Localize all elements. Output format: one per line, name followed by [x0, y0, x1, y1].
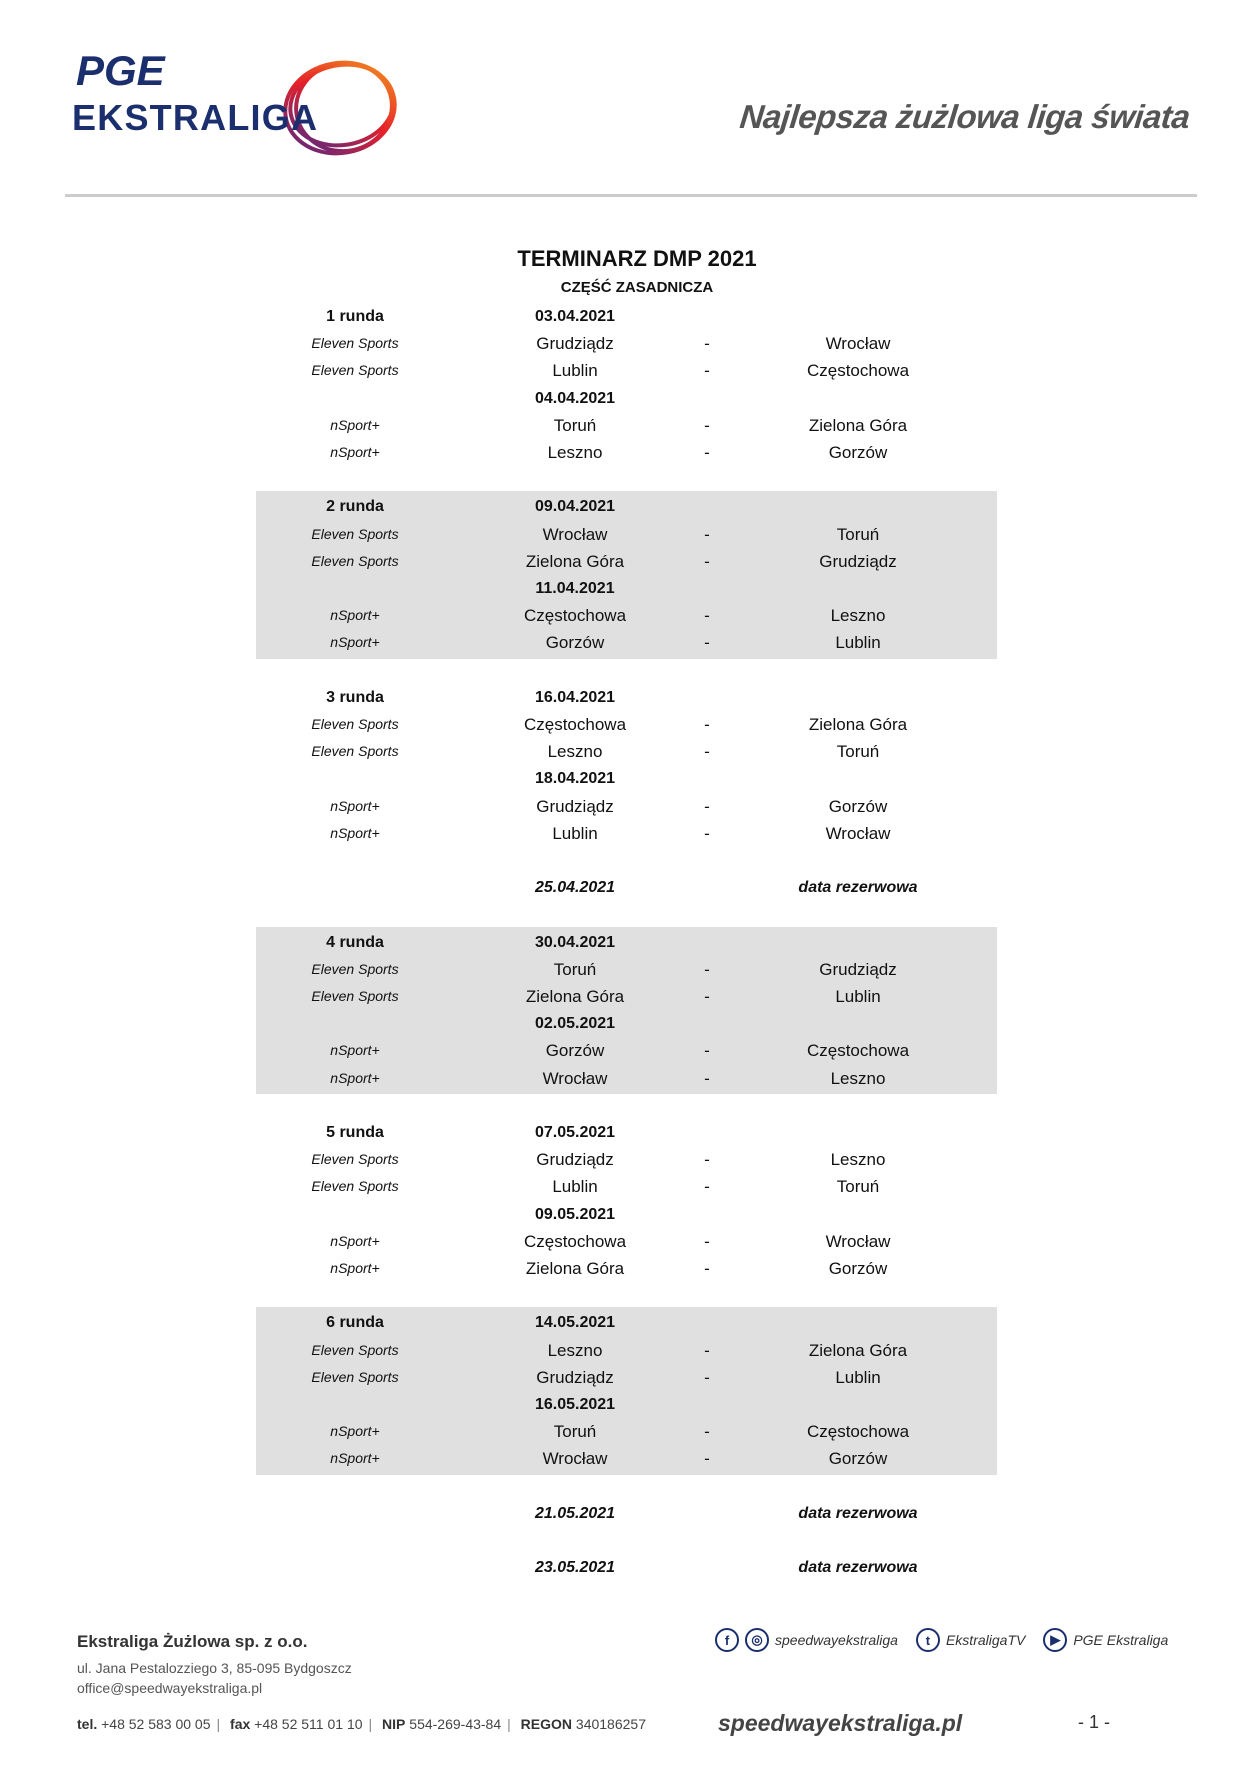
broadcaster: nSport+: [330, 1042, 380, 1059]
regon-value: 340186257: [575, 1716, 646, 1732]
broadcaster: nSport+: [330, 1232, 380, 1249]
broadcaster: nSport+: [330, 634, 380, 651]
home-team: Częstochowa: [523, 606, 627, 626]
reserve-date: 25.04.2021: [534, 879, 616, 897]
home-team: Częstochowa: [523, 1231, 627, 1251]
versus-dash: -: [704, 1422, 710, 1442]
away-team: Leszno: [830, 1068, 886, 1088]
home-team: Toruń: [553, 1422, 597, 1442]
facebook-icon[interactable]: f: [715, 1628, 739, 1652]
match-date: 07.05.2021: [534, 1124, 616, 1141]
twitter-icon[interactable]: t: [916, 1628, 940, 1652]
date-row: [0, 1201, 1260, 1228]
date-row: [0, 1119, 1260, 1146]
social-handle-twitter[interactable]: EkstraligaTV: [945, 1632, 1026, 1648]
broadcaster: nSport+: [330, 416, 380, 433]
youtube-icon[interactable]: ▶: [1043, 1628, 1067, 1652]
away-team: Grudziądz: [819, 551, 897, 571]
social-handle-speedway[interactable]: speedwayekstraliga: [775, 1632, 898, 1648]
document-subtitle: [0, 279, 1260, 296]
match-row: [0, 602, 1260, 629]
match-row: [0, 1418, 1260, 1445]
date-row: [0, 684, 1260, 711]
away-team: Wrocław: [825, 1231, 891, 1251]
subtitle-text: CZĘŚĆ ZASADNICZA: [560, 279, 714, 296]
date-row: [0, 1391, 1260, 1418]
match-row: [0, 1337, 1260, 1364]
home-team: Grudziądz: [536, 796, 614, 816]
round-label: 5 runda: [326, 1124, 384, 1141]
versus-dash: -: [704, 443, 710, 462]
home-team: Lublin: [552, 823, 598, 843]
broadcaster: nSport+: [330, 1450, 380, 1467]
social-links: [715, 1628, 1180, 1652]
match-row: [0, 983, 1260, 1010]
broadcaster: Eleven Sports: [311, 1368, 399, 1385]
broadcaster: nSport+: [330, 1069, 380, 1086]
broadcaster: Eleven Sports: [311, 1341, 399, 1358]
away-team: Zielona Góra: [808, 715, 908, 734]
match-date: 03.04.2021: [534, 308, 616, 325]
home-team: Lublin: [552, 1177, 598, 1197]
date-row: [0, 1309, 1260, 1336]
home-team: Grudziądz: [536, 334, 614, 354]
tel-label: tel.: [77, 1716, 98, 1732]
away-team: Toruń: [836, 742, 880, 762]
match-row: [0, 1146, 1260, 1173]
page-number: - 1 -: [1078, 1712, 1111, 1732]
versus-dash: -: [704, 1231, 710, 1251]
versus-dash: -: [704, 524, 710, 544]
away-team: Gorzów: [828, 443, 888, 462]
home-team: Leszno: [547, 1340, 603, 1360]
home-team: Wrocław: [542, 524, 608, 544]
document-title: [0, 246, 1260, 272]
versus-dash: -: [704, 606, 710, 626]
match-row: [0, 1255, 1260, 1282]
home-team: Wrocław: [542, 1449, 608, 1469]
company-name: Ekstraliga Żużlowa sp. z o.o.: [77, 1632, 308, 1651]
versus-dash: -: [704, 1150, 710, 1170]
versus-dash: -: [704, 742, 710, 762]
svg-text:EKSTRALIGA: EKSTRALIGA: [72, 97, 317, 138]
away-team: Toruń: [836, 1177, 880, 1197]
away-team: Lublin: [835, 633, 881, 653]
away-team: Zielona Góra: [808, 1340, 908, 1360]
svg-text:PGE: PGE: [76, 50, 165, 94]
home-team: Wrocław: [542, 1068, 608, 1088]
company-email[interactable]: office@speedwayekstraliga.pl: [77, 1680, 263, 1696]
versus-dash: -: [704, 1367, 710, 1387]
home-team: Leszno: [547, 742, 603, 762]
round-label: 1 runda: [326, 308, 384, 325]
home-team: Zielona Góra: [525, 987, 625, 1006]
match-date: 02.05.2021: [534, 1015, 616, 1033]
match-row: [0, 548, 1260, 575]
reserve-date: 23.05.2021: [534, 1559, 616, 1577]
website-link[interactable]: speedwayekstraliga.pl: [718, 1710, 963, 1736]
versus-dash: -: [704, 633, 710, 653]
versus-dash: -: [704, 1259, 710, 1278]
match-row: [0, 1445, 1260, 1472]
home-team: Lublin: [552, 361, 598, 381]
date-row: [0, 385, 1260, 412]
versus-dash: -: [704, 823, 710, 843]
away-team: Wrocław: [825, 334, 891, 354]
away-team: Częstochowa: [806, 1422, 910, 1442]
reserve-date: 21.05.2021: [534, 1504, 616, 1522]
nip-value: 554-269-43-84: [409, 1716, 502, 1732]
versus-dash: -: [704, 1041, 710, 1061]
fax-label: fax: [230, 1716, 251, 1732]
away-team: Częstochowa: [806, 361, 910, 381]
versus-dash: -: [704, 551, 710, 571]
match-row: [0, 439, 1260, 466]
round-label: 3 runda: [326, 688, 384, 706]
match-date: 11.04.2021: [535, 580, 615, 597]
away-team: Wrocław: [825, 823, 891, 843]
date-row: [0, 929, 1260, 956]
date-row: [0, 493, 1260, 520]
contact-line: tel. +48 52 583 00 05 | fax +48 52 511 01 10 | NIP 554-269-43-84 | REGON 340186257: [77, 1716, 646, 1732]
match-row: [0, 330, 1260, 357]
broadcaster: Eleven Sports: [311, 988, 399, 1004]
home-team: Grudziądz: [536, 1150, 614, 1170]
broadcaster: nSport+: [330, 797, 380, 814]
broadcaster: nSport+: [330, 607, 380, 624]
match-date: 18.04.2021: [534, 770, 616, 788]
match-row: [0, 793, 1260, 820]
match-row: [0, 412, 1260, 439]
away-team: Toruń: [836, 524, 880, 544]
reserve-row: [0, 1500, 1260, 1527]
match-row: [0, 1037, 1260, 1064]
tagline: Najlepsza żużlowa liga świata: [738, 98, 1192, 135]
round-label: 4 runda: [326, 933, 384, 951]
broadcaster: Eleven Sports: [311, 362, 399, 379]
match-date: 09.05.2021: [534, 1205, 616, 1223]
broadcaster: nSport+: [330, 1423, 380, 1440]
title-text: TERMINARZ DMP 2021: [517, 246, 757, 271]
versus-dash: -: [704, 1068, 710, 1088]
date-row: [0, 575, 1260, 602]
nip-label: NIP: [382, 1716, 406, 1732]
broadcaster: Eleven Sports: [311, 960, 399, 977]
match-row: [0, 738, 1260, 765]
match-row: [0, 1364, 1260, 1391]
versus-dash: -: [704, 415, 710, 435]
reserve-row: [0, 874, 1260, 901]
versus-dash: -: [704, 987, 710, 1006]
date-row: [0, 1010, 1260, 1037]
versus-dash: -: [704, 361, 710, 381]
away-team: Gorzów: [828, 796, 888, 816]
match-date: 09.04.2021: [534, 498, 616, 516]
home-team: Gorzów: [545, 1041, 605, 1061]
broadcaster: nSport+: [330, 444, 380, 460]
versus-dash: -: [704, 715, 710, 734]
away-team: Lublin: [835, 1367, 881, 1387]
versus-dash: -: [704, 334, 710, 354]
match-row: [0, 1173, 1260, 1200]
match-row: [0, 956, 1260, 983]
fax-value: +48 52 511 01 10: [254, 1716, 363, 1732]
broadcaster: nSport+: [330, 824, 380, 841]
match-row: [0, 521, 1260, 548]
versus-dash: -: [704, 796, 710, 816]
match-row: [0, 1065, 1260, 1092]
social-handle-youtube[interactable]: PGE Ekstraliga: [1073, 1632, 1169, 1648]
company-address: ul. Jana Pestalozziego 3, 85-095 Bydgoszcz: [77, 1660, 352, 1676]
tel-value: +48 52 583 00 05: [101, 1716, 211, 1732]
away-team: Zielona Góra: [808, 415, 908, 435]
broadcaster: Eleven Sports: [311, 1178, 399, 1195]
match-date: 30.04.2021: [534, 933, 616, 951]
round-label: 2 runda: [326, 498, 384, 516]
broadcaster: nSport+: [330, 1260, 380, 1276]
away-team: Grudziądz: [819, 959, 897, 979]
date-row: [0, 765, 1260, 792]
match-row: [0, 820, 1260, 847]
reserve-label: data rezerwowa: [798, 879, 918, 897]
match-date: 16.04.2021: [534, 688, 616, 706]
broadcaster: Eleven Sports: [311, 525, 399, 542]
away-team: Leszno: [830, 606, 886, 626]
broadcaster: Eleven Sports: [311, 335, 399, 352]
home-team: Leszno: [547, 443, 603, 462]
home-team: Toruń: [553, 415, 597, 435]
match-row: [0, 357, 1260, 384]
match-date: 04.04.2021: [534, 389, 616, 407]
versus-dash: -: [704, 959, 710, 979]
home-team: Zielona Góra: [525, 1259, 625, 1278]
home-team: Częstochowa: [523, 715, 627, 734]
header-divider: [65, 194, 1197, 197]
versus-dash: -: [704, 1340, 710, 1360]
match-row: [0, 1228, 1260, 1255]
reserve-row: [0, 1554, 1260, 1581]
home-team: Toruń: [553, 959, 597, 979]
away-team: Gorzów: [828, 1259, 888, 1278]
reserve-label: data rezerwowa: [798, 1504, 918, 1522]
broadcaster: Eleven Sports: [311, 1151, 399, 1168]
reserve-label: data rezerwowa: [798, 1559, 918, 1577]
broadcaster: Eleven Sports: [311, 743, 399, 760]
match-date: 14.05.2021: [534, 1314, 616, 1332]
home-team: Gorzów: [545, 633, 605, 653]
versus-dash: -: [704, 1449, 710, 1469]
home-team: Zielona Góra: [525, 551, 625, 571]
match-row: [0, 711, 1260, 738]
date-row: [0, 303, 1260, 330]
pge-ekstraliga-logo: [72, 50, 402, 170]
away-team: Częstochowa: [806, 1041, 910, 1061]
away-team: Lublin: [835, 987, 881, 1006]
round-label: 6 runda: [326, 1314, 384, 1332]
regon-label: REGON: [520, 1716, 573, 1732]
versus-dash: -: [704, 1177, 710, 1197]
match-date: 16.05.2021: [534, 1396, 616, 1413]
away-team: Gorzów: [828, 1449, 888, 1469]
match-row: [0, 629, 1260, 656]
home-team: Grudziądz: [536, 1367, 614, 1387]
away-team: Leszno: [830, 1150, 886, 1170]
broadcaster: Eleven Sports: [311, 716, 399, 732]
broadcaster: Eleven Sports: [311, 552, 399, 569]
instagram-icon[interactable]: ◎: [745, 1628, 769, 1652]
